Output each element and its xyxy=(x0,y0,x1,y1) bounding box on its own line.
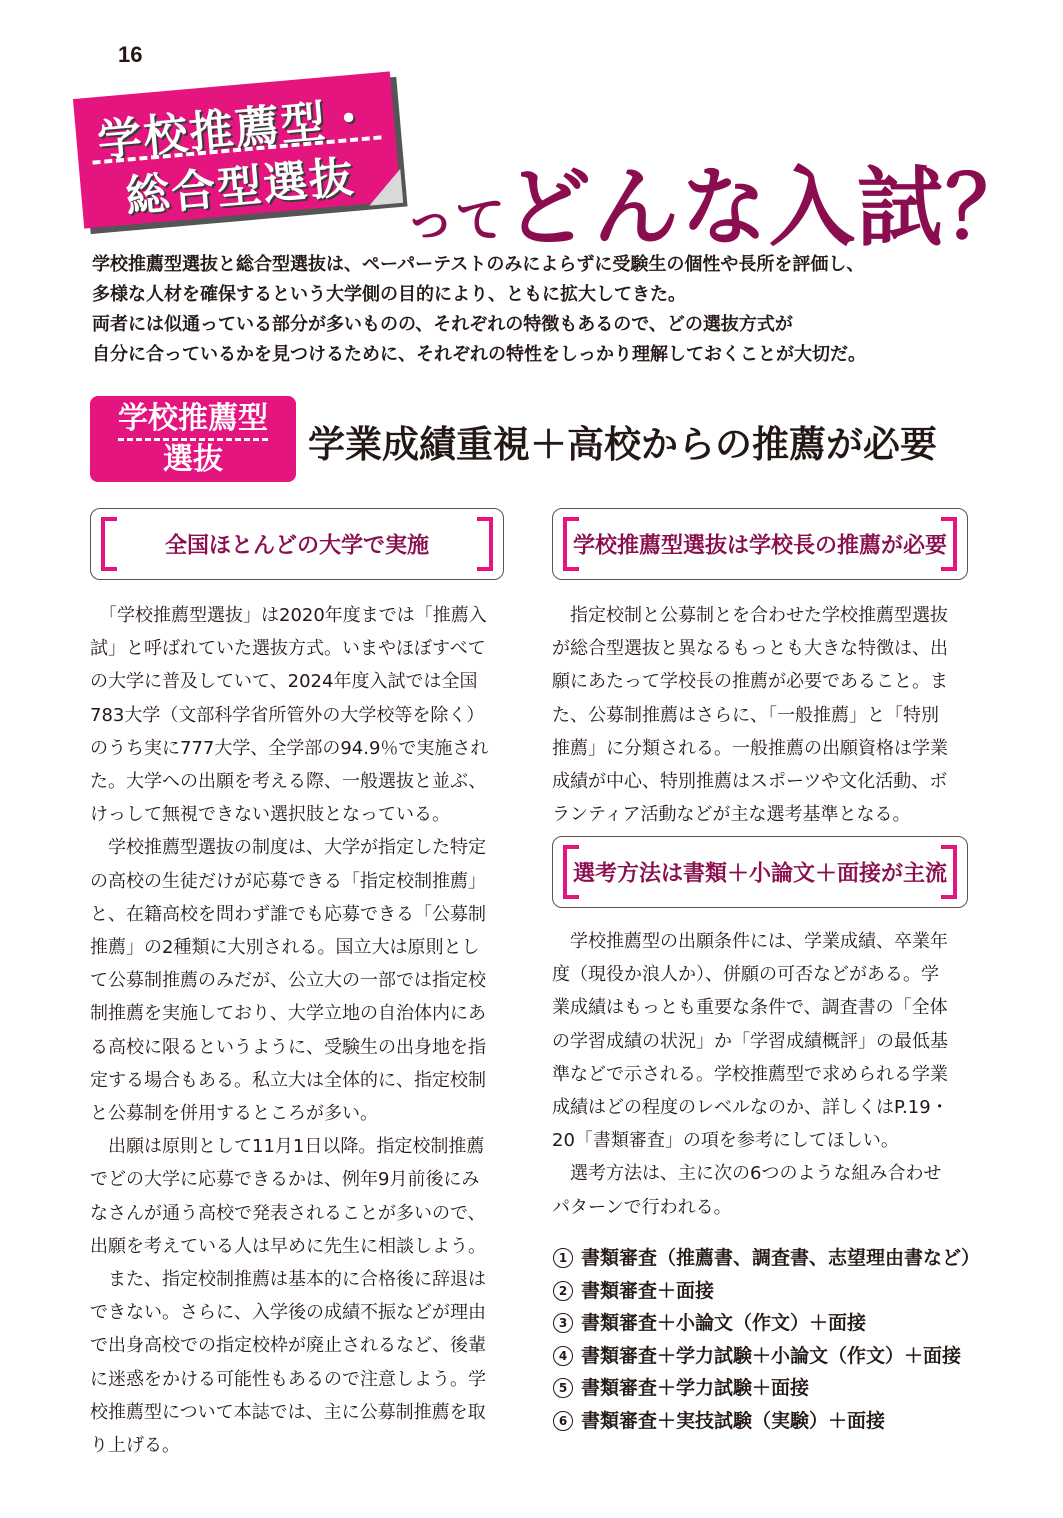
right-body-2 xyxy=(552,925,968,1224)
subhead-right-2 xyxy=(552,836,968,908)
list-item xyxy=(553,1242,980,1275)
text-line: が総合型選抜と異なるもっとも大きな特徴は、出 xyxy=(552,638,948,660)
text-line: けっして無視できない選択肢となっている。 xyxy=(90,804,450,826)
left-body xyxy=(90,599,504,1462)
text-line: でどの大学に応募できるかは、例年9月前後にみ xyxy=(90,1169,480,1191)
title-rest-big: どんな入試？ xyxy=(505,158,1033,258)
page-number: 16 xyxy=(118,42,143,67)
right-body-1 xyxy=(552,599,968,831)
text-line: 成績はどの程度のレベルなのか、詳しくはP.19・ xyxy=(552,1097,949,1119)
title-tag-line2: 総合型選抜 xyxy=(123,151,358,223)
text-line: て公募制推薦のみだが、公立大の一部では指定校 xyxy=(90,970,486,992)
text-line: 783大学（文部科学省所管外の大学校等を除く） xyxy=(90,704,485,726)
text-line: る高校に限るというように、受験生の出身地を指 xyxy=(90,1036,486,1058)
circled-number: 6 xyxy=(553,1411,573,1431)
text-line: 選考方法は、主に次の6つのような組み合わせ xyxy=(570,1163,942,1185)
text-line: 定する場合もある。私立大は全体的に、指定校制 xyxy=(90,1069,486,1091)
method-text: 書類審査＋学力試験＋小論文（作文）＋面接 xyxy=(581,1344,962,1367)
text-line: 学校推薦型の出願条件には、学業成績、卒業年 xyxy=(570,931,948,952)
title-tag-line1: 学校推薦型・ xyxy=(95,92,375,168)
text-line: 指定校制と公募制とを合わせた学校推薦型選抜 xyxy=(570,605,948,626)
circled-number: 5 xyxy=(553,1378,573,1398)
text-line: り上げる。 xyxy=(90,1435,180,1457)
bracket-right-icon xyxy=(941,845,957,899)
circled-number: 3 xyxy=(553,1313,573,1333)
text-line: 校推薦型について本誌では、主に公募制推薦を取 xyxy=(90,1401,486,1423)
text-line: 準などで示される。学校推薦型で求められる学業 xyxy=(552,1063,948,1085)
circled-number: 1 xyxy=(553,1248,573,1268)
text-line: のうち実に777大学、全学部の94.9％で実施され xyxy=(90,737,489,759)
text-line: 「学校推薦型選抜」は2020年度までは「推薦入 xyxy=(99,605,487,626)
bracket-right-icon xyxy=(477,517,493,571)
method-text: 書類審査＋小論文（作文）＋面接 xyxy=(581,1312,867,1334)
intro-line: 自分に合っているかを見つけるために、それぞれの特性をしっかり理解しておくことが大切だ。 xyxy=(92,344,866,365)
text-line: の高校の生徒だけが応募できる「指定校制推薦」 xyxy=(90,870,486,892)
method-text: 書類審査（推薦書、調査書、志望理由書など） xyxy=(581,1247,981,1269)
method-text: 書類審査＋学力試験＋面接 xyxy=(581,1377,810,1399)
text-line: 願にあたって学校長の推薦が必要であること。ま xyxy=(552,671,948,693)
subhead-right-1 xyxy=(552,508,968,580)
circled-number: 2 xyxy=(553,1281,573,1301)
text-line: 成績が中心、特別推薦はスポーツや文化活動、ボ xyxy=(552,771,948,793)
page-title xyxy=(405,138,1033,262)
list-item xyxy=(553,1372,980,1405)
text-line: た。大学への出願を考える際、一般選抜と並ぶ、 xyxy=(90,771,487,793)
text-line: 出願を考えている人は早めに先生に相談しよう。 xyxy=(90,1235,486,1257)
intro-line: 両者には似通っている部分が多いものの、それぞれの特徴もあるので、どの選抜方式が xyxy=(92,314,793,335)
section-heading: 学業成績重視＋高校からの推薦が必要 xyxy=(308,423,937,466)
text-line: の大学に普及していて、2024年度入試では全国 xyxy=(90,671,478,693)
list-item xyxy=(553,1307,980,1340)
text-line: 推薦」に分類される。一般推薦の出願資格は学業 xyxy=(552,737,948,759)
bracket-right-icon xyxy=(941,517,957,571)
title-rest-small: って xyxy=(405,191,505,249)
text-line: 20「書類審査」の項を参考にしてほしい。 xyxy=(552,1130,899,1152)
text-line: で出身高校での指定校枠が廃止されるなど、後輩 xyxy=(90,1335,486,1357)
subhead-right-1-text: 学校推薦型選抜は学校長の推薦が必要 xyxy=(572,533,947,559)
subhead-left xyxy=(90,508,504,580)
text-line: 出願は原則として11月1日以降。指定校制推薦 xyxy=(108,1136,485,1158)
section-badge-line1: 学校推薦型 xyxy=(118,401,268,436)
intro-line: 多様な人材を確保するという大学側の目的により、ともに拡大してきた。 xyxy=(92,284,686,305)
selection-methods-list xyxy=(553,1242,980,1437)
text-line: パターンで行われる。 xyxy=(552,1196,732,1218)
title-tag xyxy=(73,71,401,228)
text-line: 度（現役か浪人か）、併願の可否などがある。学 xyxy=(552,964,939,986)
text-line: 制推薦を実施しており、大学立地の自治体内にあ xyxy=(90,1003,486,1025)
text-line: の学習成績の状況」か「学習成績概評」の最低基 xyxy=(552,1030,948,1052)
section-badge-line2: 選抜 xyxy=(163,442,223,477)
list-item xyxy=(553,1275,980,1308)
text-line: できない。さらに、入学後の成績不振などが理由 xyxy=(90,1302,486,1324)
subhead-right-2-text: 選考方法は書類＋小論文＋面接が主流 xyxy=(572,861,947,887)
method-text: 書類審査＋面接 xyxy=(581,1279,715,1302)
text-line: 試」と呼ばれていた選抜方式。いまやほぼすべて xyxy=(90,638,486,660)
text-line: た、公募制推薦はさらに、「一般推薦」と「特別 xyxy=(552,704,939,726)
method-text: 書類審査＋実技試験（実験）＋面接 xyxy=(581,1409,886,1432)
text-line: と公募制を併用するところが多い。 xyxy=(90,1103,378,1125)
text-line: 推薦」の2種類に大別される。国立大は原則とし xyxy=(90,937,480,959)
text-line: 学校推薦型選抜の制度は、大学が指定した特定 xyxy=(108,837,486,859)
text-line: また、指定校制推薦は基本的に合格後に辞退は xyxy=(108,1269,486,1291)
text-line: なさんが通う高校で発表されることが多いので、 xyxy=(90,1202,486,1224)
text-line: と、在籍高校を問わず誰でも応募できる「公募制 xyxy=(90,903,486,925)
list-item xyxy=(553,1405,980,1438)
text-line: 業成績はもっとも重要な条件で、調査書の「全体 xyxy=(552,997,948,1019)
text-line: に迷惑をかける可能性もあるので注意しよう。学 xyxy=(90,1368,486,1390)
intro-text xyxy=(92,250,992,370)
intro-line: 学校推薦型選抜と総合型選抜は、ペーパーテストのみによらずに受験生の個性や長所を評価し、 xyxy=(92,254,865,275)
list-item xyxy=(553,1340,980,1373)
circled-number: 4 xyxy=(553,1346,573,1366)
text-line: ランティア活動などが主な選考基準となる。 xyxy=(552,804,911,826)
page-fold-icon xyxy=(366,169,403,206)
subhead-left-text: 全国ほとんどの大学で実施 xyxy=(164,533,429,559)
section-badge xyxy=(90,396,296,482)
